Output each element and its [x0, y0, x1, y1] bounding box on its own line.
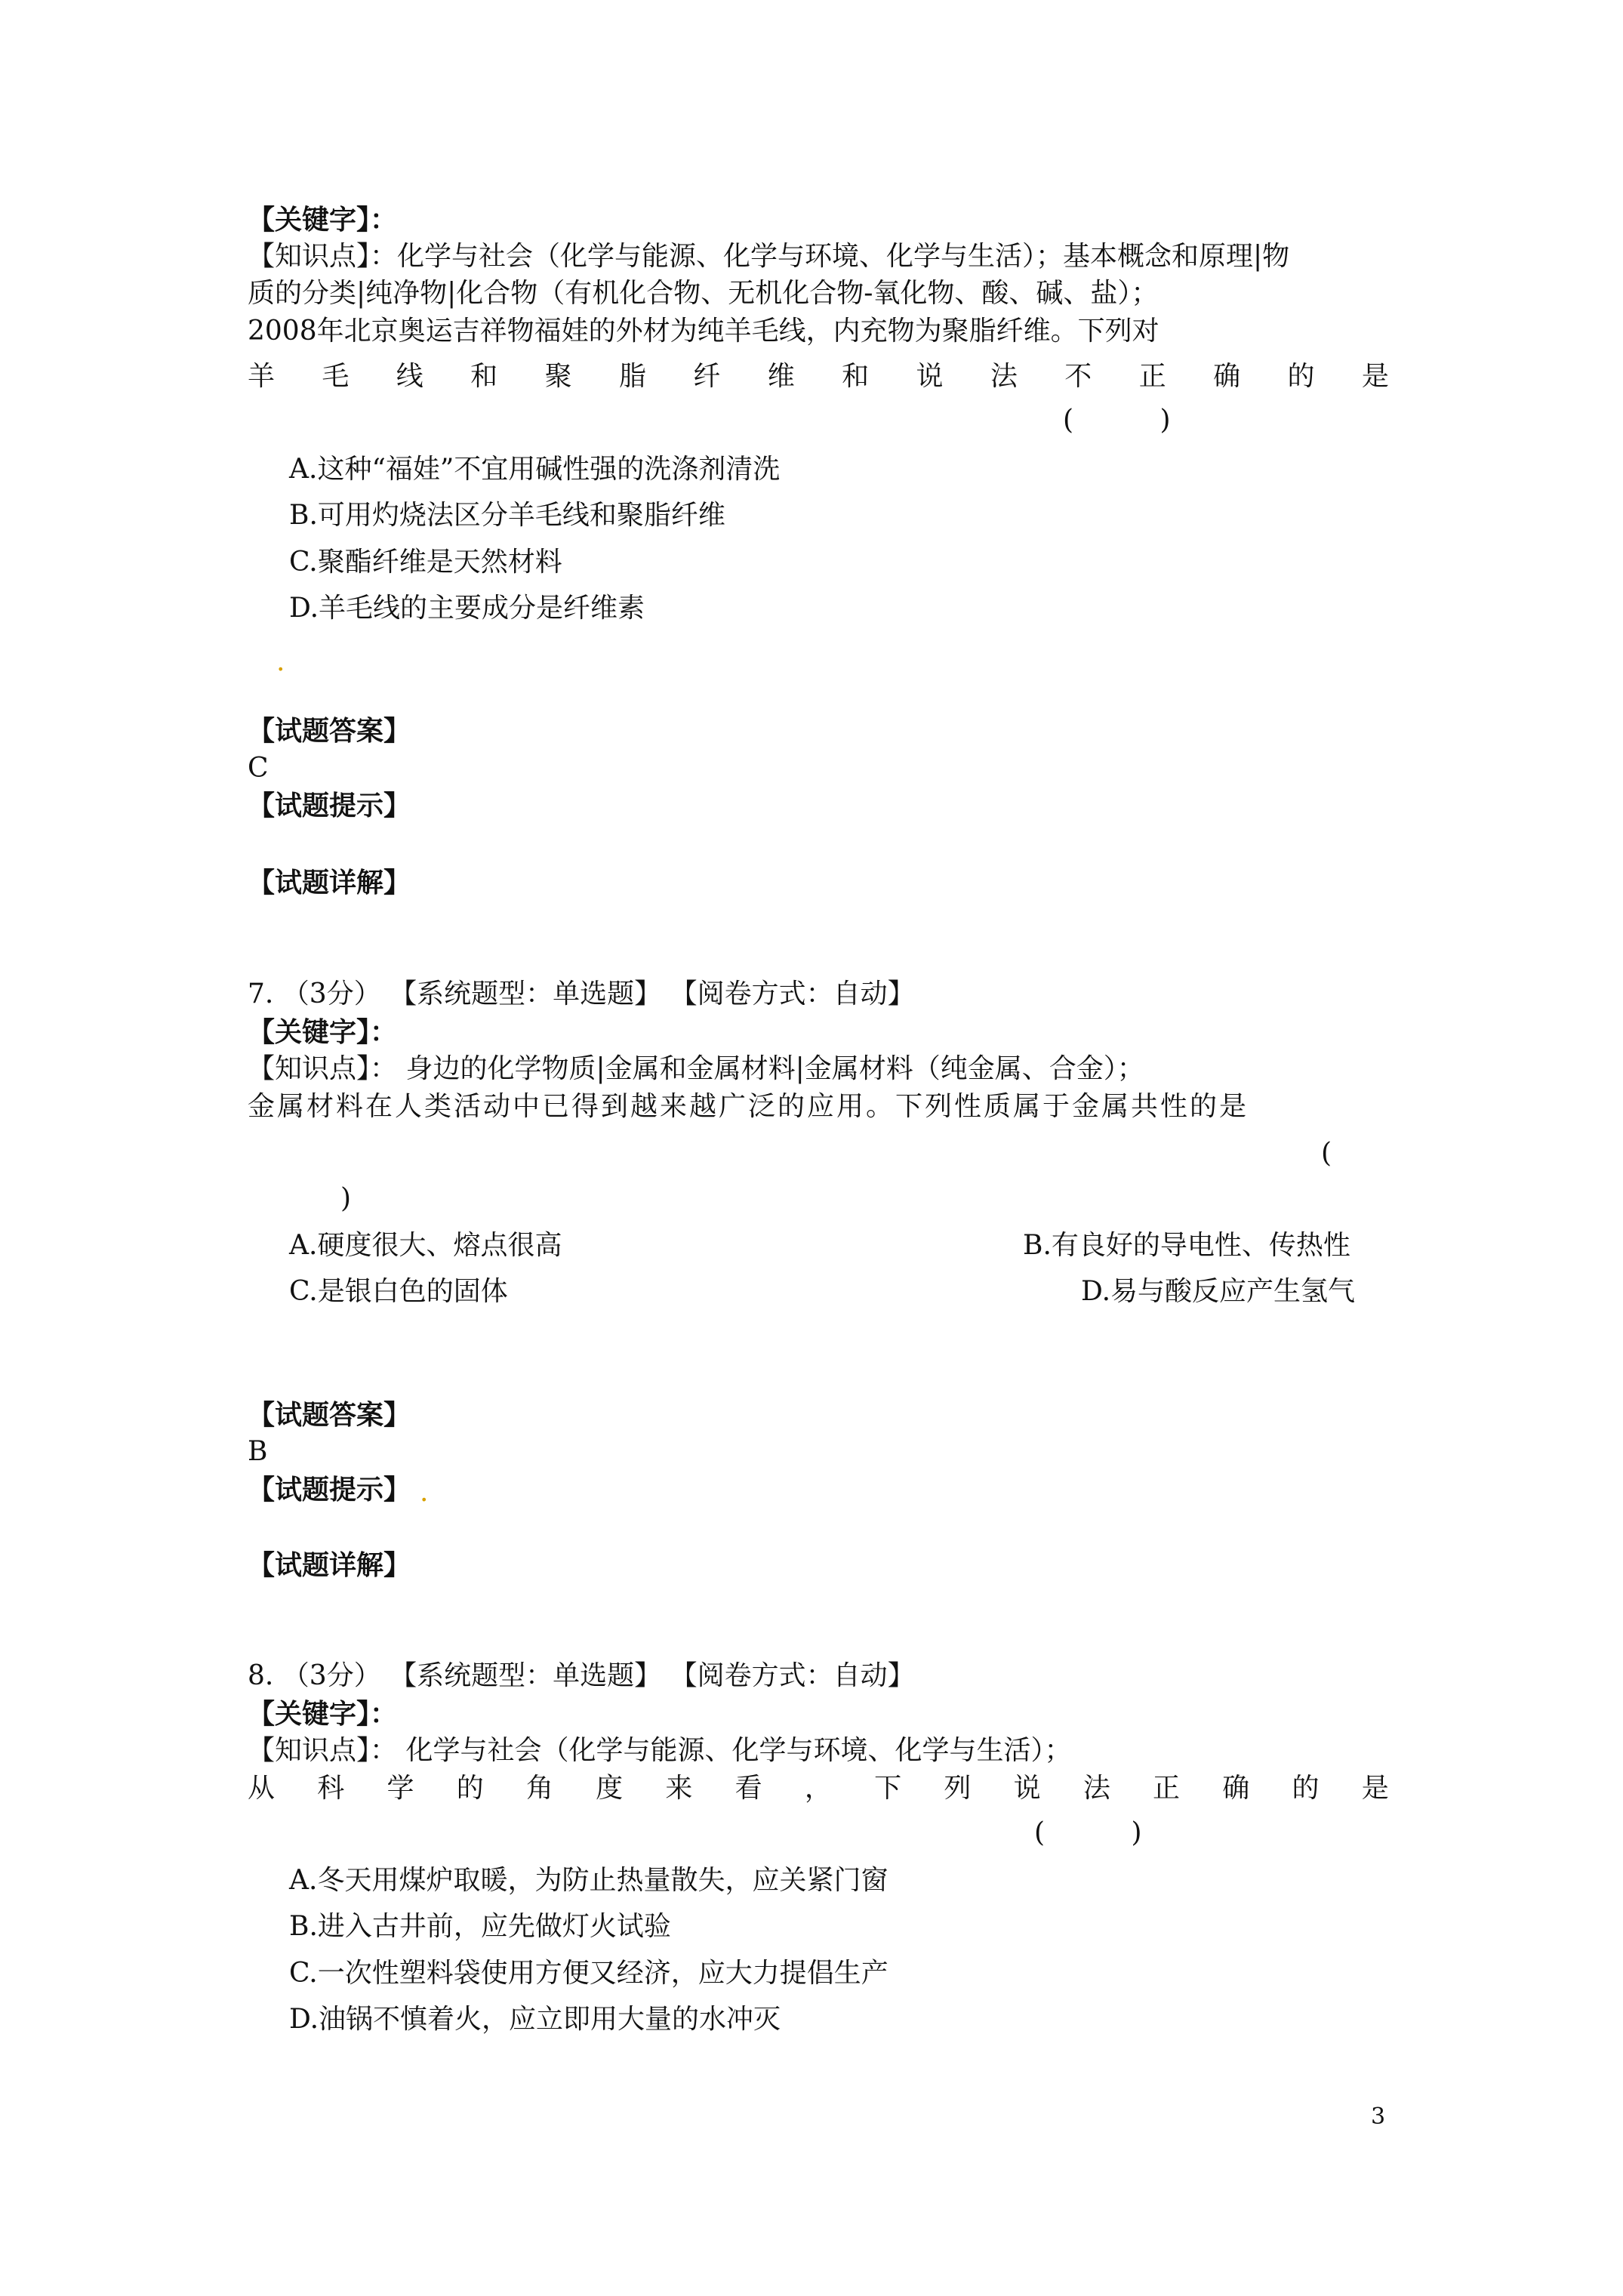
q6-stem-char: 不: [1064, 361, 1092, 392]
q7-hint-label: 【试题提示】: [248, 1474, 411, 1505]
q8-header: 8. （3分） 【系统题型：单选题】 【阅卷方式：自动】: [248, 1660, 915, 1691]
q7-option-d: D.易与酸反应产生氢气: [1081, 1276, 1356, 1307]
q6-stem-char: 羊: [248, 361, 276, 392]
q6-option-d: D.羊毛线的主要成分是纤维素: [289, 593, 645, 624]
q7-paren-close: ): [340, 1183, 352, 1214]
q8-option-a: A.冬天用煤炉取暖，为防止热量散失，应关紧门窗: [289, 1865, 888, 1896]
q6-stem-line2: [248, 358, 1389, 396]
q6-hint-label: 【试题提示】: [248, 790, 411, 821]
decorative-dot: .: [420, 1477, 429, 1508]
q7-option-b: B.有良好的导电性、传热性: [1023, 1230, 1350, 1261]
q8-stem-char: 法: [1083, 1773, 1110, 1804]
q6-stem-char: 和: [470, 361, 498, 392]
q6-keyword: 【关键字】：: [248, 204, 398, 236]
q6-stem-char: 线: [396, 361, 423, 392]
q8-stem-char: 正: [1153, 1773, 1181, 1804]
q7-option-a: A.硬度很大、熔点很高: [289, 1230, 562, 1261]
q8-option-b: B.进入古井前，应先做灯火试验: [289, 1911, 671, 1942]
q8-stem-char: 列: [944, 1773, 972, 1804]
q6-detail-label: 【试题详解】: [248, 867, 411, 898]
q8-knowledge: 【知识点】： 化学与社会（化学与能源、化学与环境、化学与生活）；: [248, 1735, 1072, 1766]
q8-stem-char: 说: [1013, 1773, 1041, 1804]
q6-stem-char: 聚: [544, 361, 572, 392]
q7-knowledge: 【知识点】： 身边的化学物质|金属和金属材料|金属材料（纯金属、合金）；: [248, 1053, 1144, 1084]
q7-keyword: 【关键字】：: [248, 1016, 398, 1048]
q6-stem-char: 法: [990, 361, 1018, 392]
q6-stem-char: 正: [1138, 361, 1166, 392]
q6-knowledge-line2: 质的分类|纯净物|化合物（有机化合物、无机化合物-氧化物、酸、碱、盐）；: [248, 278, 1159, 309]
q8-stem-char: 从: [248, 1773, 276, 1804]
q6-answer: C: [248, 753, 269, 784]
q8-stem-char: 的: [1292, 1773, 1320, 1804]
q8-option-d: D.油锅不慎着火，应立即用大量的水冲灭: [289, 2004, 781, 2035]
q6-stem-char: 和: [842, 361, 870, 392]
q7-detail-label: 【试题详解】: [248, 1549, 411, 1581]
q6-answer-paren: ( ): [1063, 405, 1171, 436]
q6-knowledge-line1: 【知识点】：化学与社会（化学与能源、化学与环境、化学与生活）；基本概念和原理|物: [248, 241, 1290, 272]
q8-stem-char: 学: [387, 1773, 414, 1804]
q8-stem: [248, 1770, 1389, 1808]
q6-stem-char: 确: [1213, 361, 1241, 392]
q7-option-c: C.是银白色的固体: [289, 1276, 508, 1307]
q7-paren-open: (: [1321, 1138, 1332, 1169]
q8-stem-char: 的: [456, 1773, 484, 1804]
q7-stem: 金属材料在人类活动中已得到越来越广泛的应用。下列性质属于金属共性的是: [248, 1091, 1249, 1122]
q8-stem-char: 来: [665, 1773, 693, 1804]
q8-stem-char: 是: [1361, 1773, 1389, 1804]
q6-option-a: A.这种“福娃”不宜用碱性强的洗涤剂清洗: [289, 454, 781, 485]
q8-stem-char: 看: [735, 1773, 762, 1804]
q6-stem-line1: 2008年北京奥运吉祥物福娃的外材为纯羊毛线，内充物为聚脂纤维。下列对: [248, 316, 1160, 347]
q8-stem-char: ，: [804, 1773, 832, 1804]
decorative-dot: .: [276, 646, 285, 677]
q8-stem-char: 角: [525, 1773, 553, 1804]
q8-answer-paren: ( ): [1034, 1817, 1142, 1848]
page-number: 3: [1371, 2103, 1386, 2130]
q6-option-b: B.可用灼烧法区分羊毛线和聚脂纤维: [289, 500, 725, 531]
q6-stem-char: 维: [767, 361, 795, 392]
q7-answer: B: [248, 1436, 268, 1467]
q6-stem-char: 纤: [693, 361, 721, 392]
q7-header: 7. （3分） 【系统题型：单选题】 【阅卷方式：自动】: [248, 978, 915, 1009]
q8-keyword: 【关键字】：: [248, 1698, 398, 1730]
q7-answer-label: 【试题答案】: [248, 1399, 411, 1431]
q8-stem-char: 科: [317, 1773, 345, 1804]
q6-stem-char: 的: [1287, 361, 1315, 392]
q8-option-c: C.一次性塑料袋使用方便又经济，应大力提倡生产: [289, 1958, 888, 1989]
q6-stem-char: 说: [916, 361, 944, 392]
q8-stem-char: 下: [874, 1773, 902, 1804]
q6-stem-char: 脂: [618, 361, 646, 392]
q6-option-c: C.聚酯纤维是天然材料: [289, 547, 562, 578]
q8-stem-char: 确: [1222, 1773, 1250, 1804]
q6-stem-char: 是: [1361, 361, 1389, 392]
q6-answer-label: 【试题答案】: [248, 715, 411, 747]
q6-stem-char: 毛: [322, 361, 350, 392]
q8-stem-char: 度: [596, 1773, 624, 1804]
